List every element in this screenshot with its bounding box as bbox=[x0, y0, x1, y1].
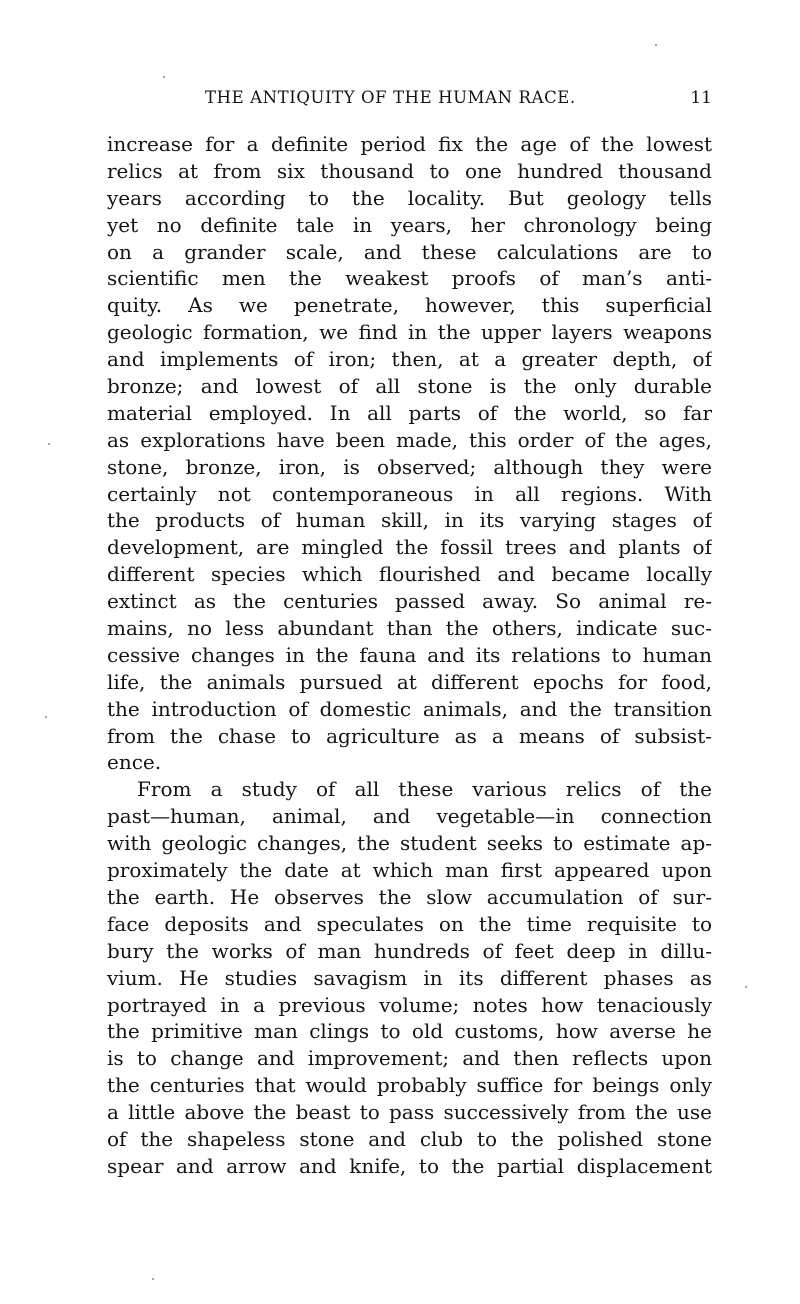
text-line: bronze; and lowest of all stone is the only durable bbox=[107, 374, 712, 399]
text-line: the primitive man clings to old customs, how averse he bbox=[107, 1019, 712, 1044]
text-line: different species which flourished and became locally bbox=[107, 562, 712, 587]
text-line: the introduction of domestic animals, and the transition bbox=[107, 696, 712, 721]
text-line: yet no definite tale in years, her chronology being bbox=[107, 212, 712, 237]
text-line: and implements of iron; then, at a greater depth, of bbox=[107, 347, 712, 372]
text-line: development, are mingled the fossil trees and plants of bbox=[107, 535, 712, 560]
text-line: years according to the locality. But geology tells bbox=[107, 185, 712, 210]
text-line: portrayed in a previous volume; notes how tenaciously bbox=[107, 992, 712, 1017]
scan-speck bbox=[655, 44, 657, 46]
text-line: proximately the date at which man first appeared upon bbox=[107, 858, 712, 883]
scan-speck bbox=[152, 1278, 154, 1280]
text-line: cessive changes in the fauna and its relations to human bbox=[107, 642, 712, 667]
text-line: material employed. In all parts of the world, so far bbox=[107, 400, 712, 425]
text-line: relics at from six thousand to one hundred thousand bbox=[107, 158, 712, 183]
text-line: the products of human skill, in its varying stages of bbox=[107, 508, 712, 533]
text-line: stone, bronze, iron, is observed; although they were bbox=[107, 454, 712, 479]
text-line: increase for a definite period fix the age of the lowest bbox=[107, 132, 712, 156]
running-head bbox=[107, 88, 712, 112]
scan-speck bbox=[48, 443, 50, 445]
text-line: scientific men the weakest proofs of man’s anti- bbox=[107, 266, 712, 291]
text-line: spear and arrow and knife, to the partial displacement bbox=[107, 1153, 712, 1178]
text-line: quity. As we penetrate, however, this superficial bbox=[107, 293, 712, 318]
text-line: the centuries that would probably suffice for beings only bbox=[107, 1073, 712, 1098]
paragraph-2 bbox=[107, 776, 712, 1179]
body-text bbox=[107, 131, 712, 1180]
running-title: THE ANTIQUITY OF THE HUMAN RACE. bbox=[205, 88, 576, 107]
text-line: certainly not contemporaneous in all regions. With bbox=[107, 481, 712, 506]
text-line: mains, no less abundant than the others, indicate suc- bbox=[107, 616, 712, 641]
text-line: extinct as the centuries passed away. So animal re- bbox=[107, 589, 712, 614]
text-line: as explorations have been made, this order of the ages, bbox=[107, 427, 712, 452]
text-line: ence. bbox=[107, 750, 162, 775]
text-line: life, the animals pursued at different epochs for food, bbox=[107, 669, 712, 694]
page-number: 11 bbox=[690, 88, 712, 108]
text-line: bury the works of man hundreds of feet deep in dillu- bbox=[107, 938, 712, 963]
text-line: geologic formation, we find in the upper layers weapons bbox=[107, 320, 712, 345]
text-line: vium. He studies savagism in its different phases as bbox=[107, 965, 712, 990]
text-line: the earth. He observes the slow accumulation of sur- bbox=[107, 884, 712, 909]
text-line: with geologic changes, the student seeks to estimate ap- bbox=[107, 831, 712, 856]
text-line: from the chase to agriculture as a means of subsist- bbox=[107, 723, 712, 748]
text-line: of the shapeless stone and club to the polished stone bbox=[107, 1126, 712, 1151]
scan-speck bbox=[745, 986, 747, 988]
scan-speck bbox=[163, 76, 165, 78]
text-line: face deposits and speculates on the time requisite to bbox=[107, 911, 712, 936]
text-line: on a grander scale, and these calculations are to bbox=[107, 239, 712, 264]
text-line: From a study of all these various relics of the bbox=[137, 777, 712, 802]
paragraph-1 bbox=[107, 131, 712, 776]
text-line: is to change and improvement; and then reflects upon bbox=[107, 1046, 712, 1071]
scan-speck bbox=[45, 716, 47, 718]
text-line: a little above the beast to pass successively from the use bbox=[107, 1100, 712, 1125]
text-line: past—human, animal, and vegetable—in connection bbox=[107, 804, 712, 829]
